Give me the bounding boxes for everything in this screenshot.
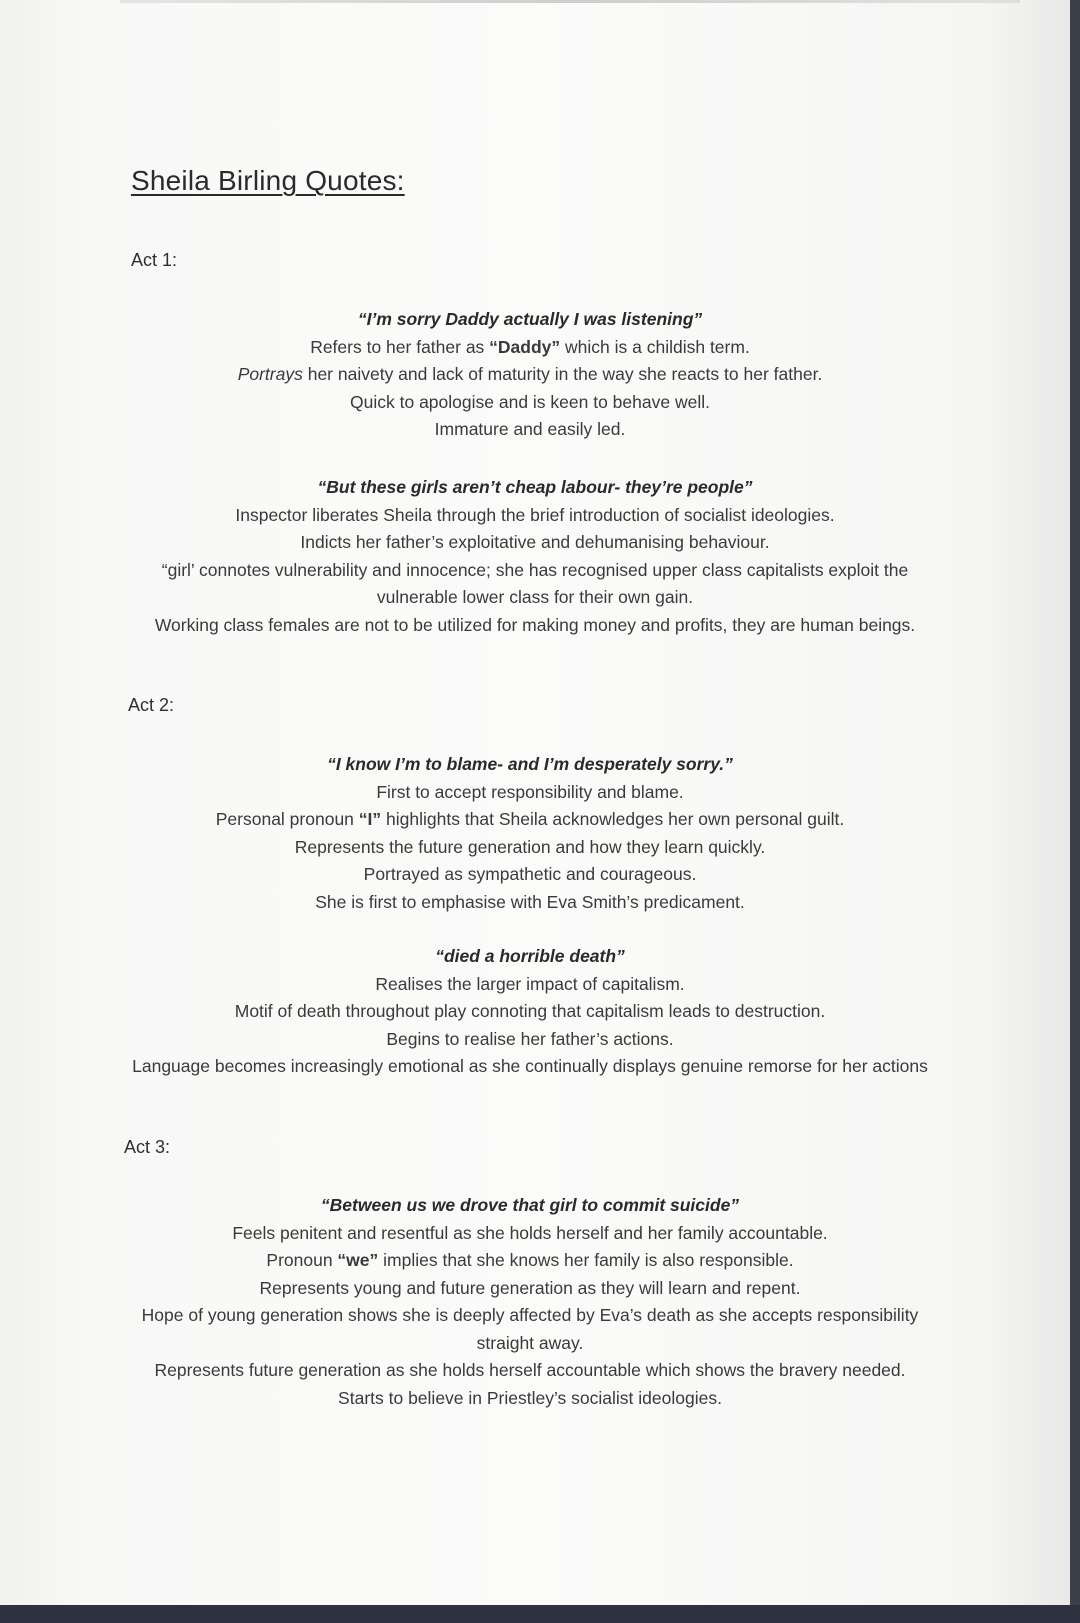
analysis-line: Immature and easily led. [434, 419, 626, 439]
analysis-line: Portrayed as sympathetic and courageous. [363, 864, 697, 884]
sheet-top-edge [120, 0, 1020, 3]
analysis-line: Starts to believe in Priestley’s socialist ideologies. [338, 1387, 722, 1408]
analysis-line: Inspector liberates Sheila through the brief introduction of socialist ideologies. [235, 504, 835, 525]
analysis-line: Represents future generation as she holds herself accountable which shows the bravery needed. [154, 1360, 906, 1380]
analysis-line: Hope of young generation shows she is deeply affected by Eva’s death as she accepts responsibility straight away. [141, 1305, 919, 1353]
analysis-line: Motif of death throughout play connoting that capitalism leads to destruction. [234, 1001, 826, 1021]
quote-text: “Between us we drove that girl to commit suicide” [320, 1195, 740, 1215]
quote-text: “died a horrible death” [435, 946, 625, 966]
act-2-quote-2-block [125, 943, 935, 1081]
analysis-line: Language becomes increasingly emotional as she continually displays genuine remorse for her actions [132, 1056, 928, 1076]
analysis-line: Represents young and future generation as they will learn and repent. [259, 1277, 801, 1298]
analysis-line: Quick to apologise and is keen to behave well. [350, 391, 710, 412]
quote-text: “I’m sorry Daddy actually I was listening” [357, 309, 703, 329]
analysis-line: “girl’ connotes vulnerability and innocence; she has recognised upper class capitalists exploit the vulnerable lower class for their own gain. [161, 559, 909, 607]
analysis-line: Portrays her naivety and lack of maturity in the way she reacts to her father. [237, 364, 823, 384]
emphasis-word: “we” [337, 1250, 379, 1270]
emphasis-word: Portrays [237, 364, 303, 384]
act-1-heading: Act 1: [131, 250, 178, 270]
analysis-line: Working class females are not to be utilized for making money and profits, they are human beings. [154, 614, 916, 635]
quote-text: “I know I’m to blame- and I’m desperately sorry.” [327, 754, 733, 774]
act-1-quote-1-block [125, 306, 935, 444]
analysis-line: Begins to realise her father’s actions. [386, 1028, 674, 1049]
quote-text: “But these girls aren’t cheap labour- they’re people” [317, 477, 753, 497]
emphasis-word: “I” [358, 809, 382, 829]
analysis-line: She is first to emphasise with Eva Smith’s predicament. [315, 891, 745, 912]
analysis-line: Indicts her father’s exploitative and dehumanising behaviour. [300, 532, 770, 552]
analysis-line: First to accept responsibility and blame. [376, 781, 684, 802]
analysis-line: Personal pronoun “I” highlights that Sheila acknowledges her own personal guilt. [215, 809, 845, 829]
analysis-line: Pronoun “we” implies that she knows her family is also responsible. [266, 1250, 794, 1270]
page-title: Sheila Birling Quotes: [131, 165, 405, 196]
desk-background-right [1070, 0, 1080, 1623]
act-1-quote-2-block [125, 474, 945, 639]
act-3-quote-1-block [125, 1192, 935, 1412]
analysis-line: Realises the larger impact of capitalism. [375, 973, 685, 994]
act-3-heading: Act 3: [124, 1137, 171, 1157]
desk-background-bottom [0, 1605, 1080, 1623]
act-2-heading: Act 2: [128, 695, 175, 715]
analysis-line: Refers to her father as “Daddy” which is a childish term. [310, 336, 750, 357]
act-2-quote-1-block [125, 751, 935, 916]
emphasis-word: “Daddy” [489, 336, 561, 357]
analysis-line: Represents the future generation and how they learn quickly. [294, 836, 766, 857]
analysis-line: Feels penitent and resentful as she holds herself and her family accountable. [232, 1222, 828, 1243]
